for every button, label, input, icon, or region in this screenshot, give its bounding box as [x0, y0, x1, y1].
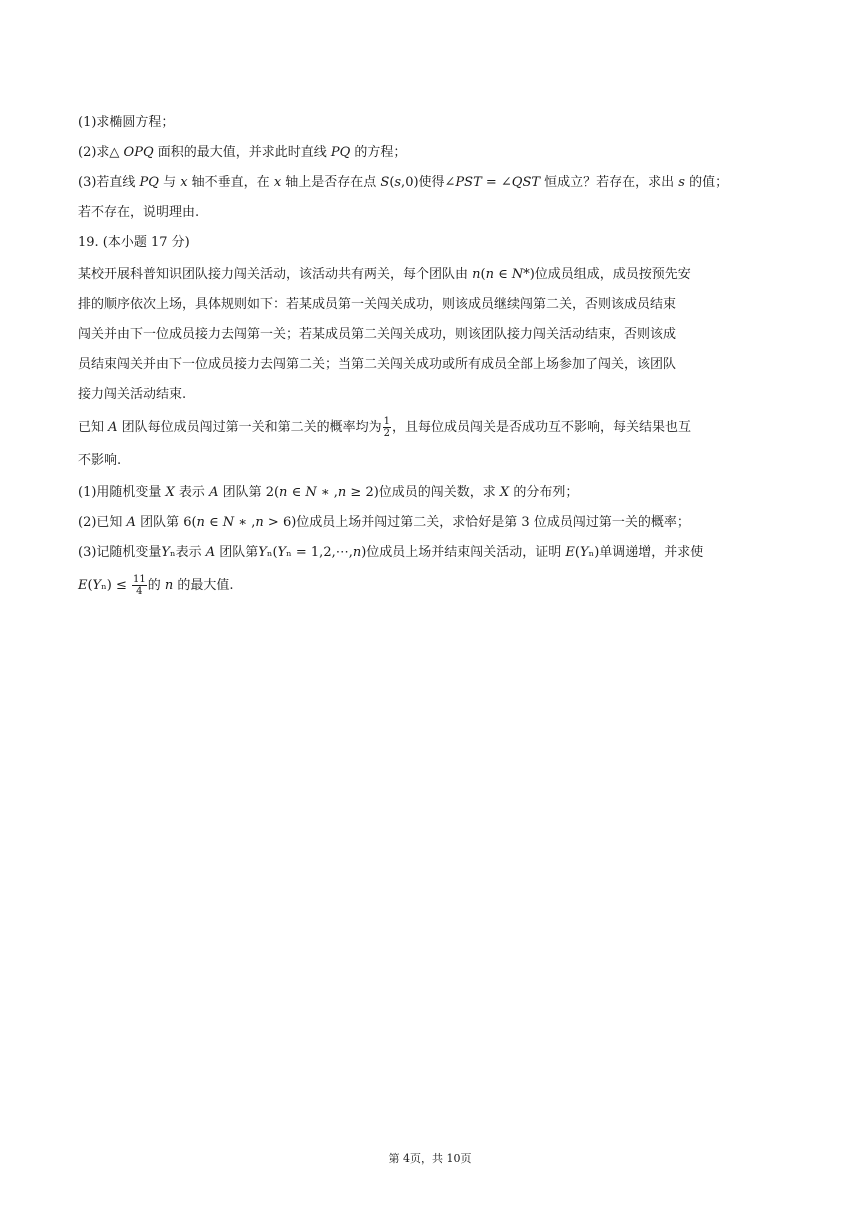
- paragraph-line: 闯关并由下一位成员接力去闯第一关；若某成员第二关闯关成功，则该团队接力闯关活动结束，否则该成: [78, 327, 677, 342]
- text-segment: 𝐸(𝑌ₙ) ≤: [78, 578, 131, 593]
- paragraph-line: (2)求△ 𝑂𝑃𝑄 面积的最大值，并求此时直线 𝑃𝑄 的方程；: [78, 145, 407, 160]
- sub-question-1: (1)用随机变量 𝑋 表示 𝐴 团队第 2(𝑛 ∈ 𝑁 ∗ ,𝑛 ≥ 2)位成员的闯关数，求 𝑋 的分布列；: [78, 485, 579, 500]
- text-segment: 的 𝑛 的最大值.: [147, 578, 234, 593]
- sub-question-2: (2)已知 𝐴 团队第 6(𝑛 ∈ 𝑁 ∗ ,𝑛 > 6)位成员上场并闯过第二关，求恰好是第 3 位成员闯过第一关的概率；: [78, 515, 690, 530]
- fraction: [132, 574, 147, 597]
- paragraph-line: 排的顺序依次上场，具体规则如下：若某成员第一关闯关成功，则该成员继续闯第二关，否则该成员结束: [78, 297, 677, 312]
- paragraph-line: 员结束闯关并由下一位成员接力去闯第二关；当第二关闯关成功或所有成员全部上场参加了闯关，该团队: [78, 357, 677, 372]
- paragraph-line-with-fraction: [78, 568, 783, 604]
- fraction-numerator: 1: [383, 416, 391, 427]
- question-heading: 19. (本小题 17 分): [78, 235, 190, 250]
- paragraph-line: 若不存在，说明理由.: [78, 205, 200, 220]
- text-segment: ，且每位成员闯关是否成功互不影响，每关结果也互: [392, 420, 692, 435]
- fraction-denominator: 4: [136, 586, 143, 597]
- fraction-numerator: 11: [133, 574, 146, 585]
- fraction: [383, 416, 391, 439]
- paragraph-line: 不影响.: [78, 453, 122, 468]
- text-segment: 已知 𝐴 团队每位成员闯过第一关和第二关的概率均为: [78, 420, 382, 435]
- page-footer: 第 4页，共 10页: [388, 1152, 472, 1165]
- fraction-denominator: 2: [383, 428, 391, 439]
- paragraph-line: (3)若直线 𝑃𝑄 与 𝑥 轴不垂直，在 𝑥 轴上是否存在点 𝑆(𝑠,0)使得∠𝑃𝑆𝑇 = ∠𝑄𝑆𝑇 恒成立？若存在，求出 𝑠 的值；: [78, 175, 729, 190]
- paragraph-line: 接力闯关活动结束.: [78, 387, 187, 402]
- paragraph-line: 某校开展科普知识团队接力闯关活动，该活动共有两关，每个团队由 𝑛(𝑛 ∈ 𝑁*)位成员组成，成员按预先安: [78, 267, 691, 282]
- document-body: [78, 108, 783, 604]
- paragraph-line: (1)求椭圆方程；: [78, 115, 175, 130]
- sub-question-3: (3)记随机变量𝑌ₙ表示 𝐴 团队第𝑌ₙ(𝑌ₙ = 1,2,⋯,𝑛)位成员上场并结束闯关活动，证明 𝐸(𝑌ₙ)单调递增，并求使: [78, 545, 704, 560]
- paragraph-line-with-fraction: [78, 410, 783, 446]
